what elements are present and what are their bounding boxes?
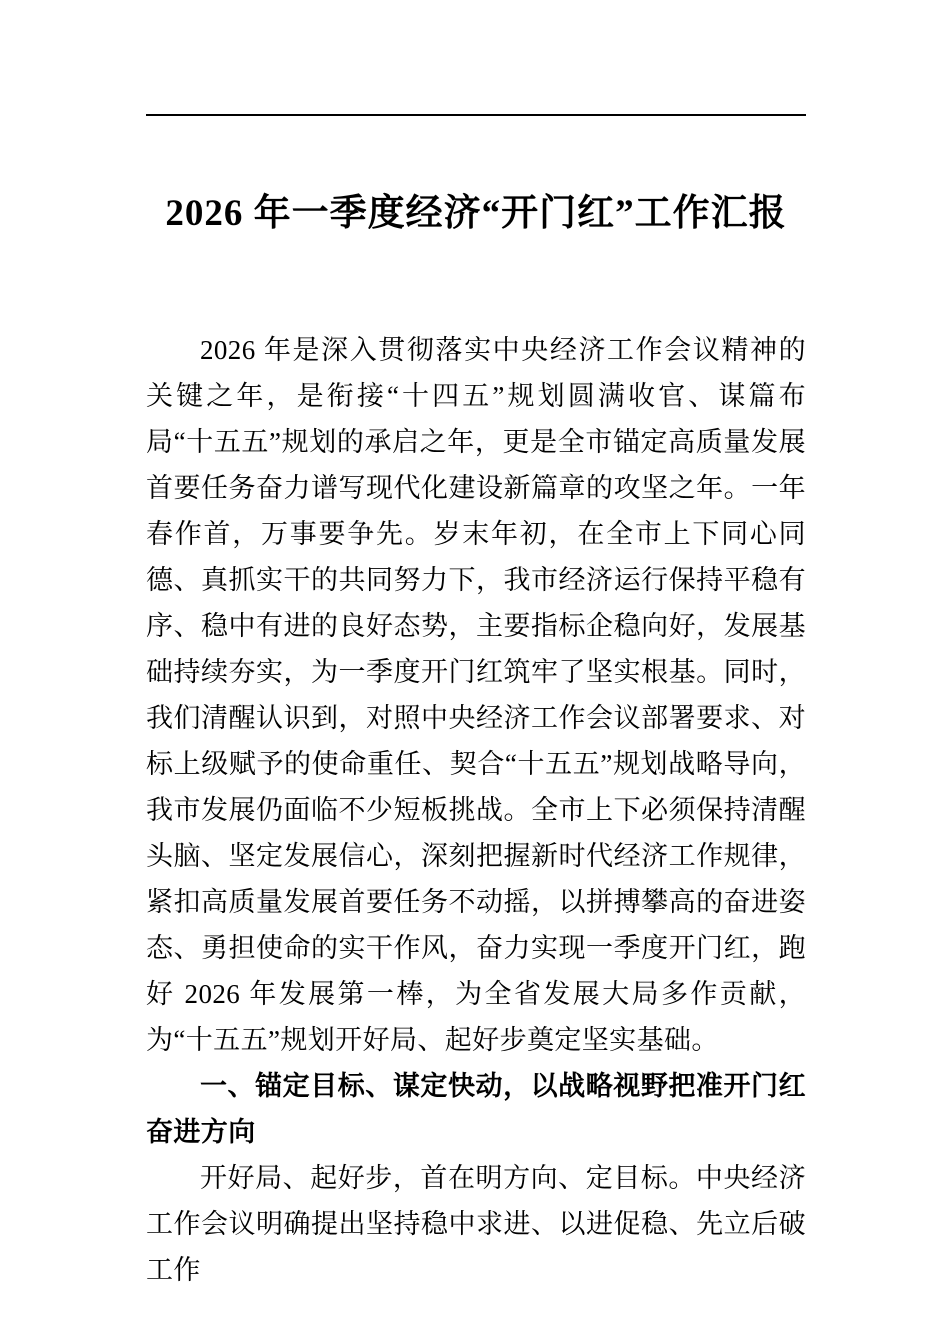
document-title: 2026 年一季度经济“开门红”工作汇报 bbox=[165, 193, 787, 234]
section-paragraph: 开好局、起好步，首在明方向、定目标。中央经济工作会议明确提出坚持稳中求进、以进促稳、先立后破工作 bbox=[146, 1163, 806, 1285]
header-divider bbox=[146, 114, 806, 116]
intro-paragraph: 2026 年是深入贯彻落实中央经济工作会议精神的关键之年，是衔接“十四五”规划圆满收官、谋篇布局“十五五”规划的承启之年，更是全市锚定高质量发展首要任务奋力谱写现代化建设新篇章的攻坚之年。一年春作首，万事要争先。岁末年初，在全市上下同心同德、真抓实干的共同努力下，我市经济运行保持平稳有序、稳中有进的良好态势，主要指标企稳向好，发展基础持续夯实，为一季度开门红筑牢了坚实根基。同时，我们清醒认识到，对照中央经济工作会议部署要求、对标上级赋予的使命重任、契合“十五五”规划战略导向，我市发展仍面临不少短板挑战。全市上下必须保持清醒头脑、坚定发展信心，深刻把握新时代经济工作规律，紧扣高质量发展首要任务不动摇，以拼搏攀高的奋进姿态、勇担使命的实干作风，奋力实现一季度开门红，跑好 2026 年发展第一棒，为全省发展大局多作贡献，为“十五五”规划开好局、起好步奠定坚实基础。 bbox=[146, 335, 806, 1055]
section-heading: 一、锚定目标、谋定快动，以战略视野把准开门红奋进方向 bbox=[146, 1071, 806, 1147]
document-body bbox=[146, 327, 806, 1293]
